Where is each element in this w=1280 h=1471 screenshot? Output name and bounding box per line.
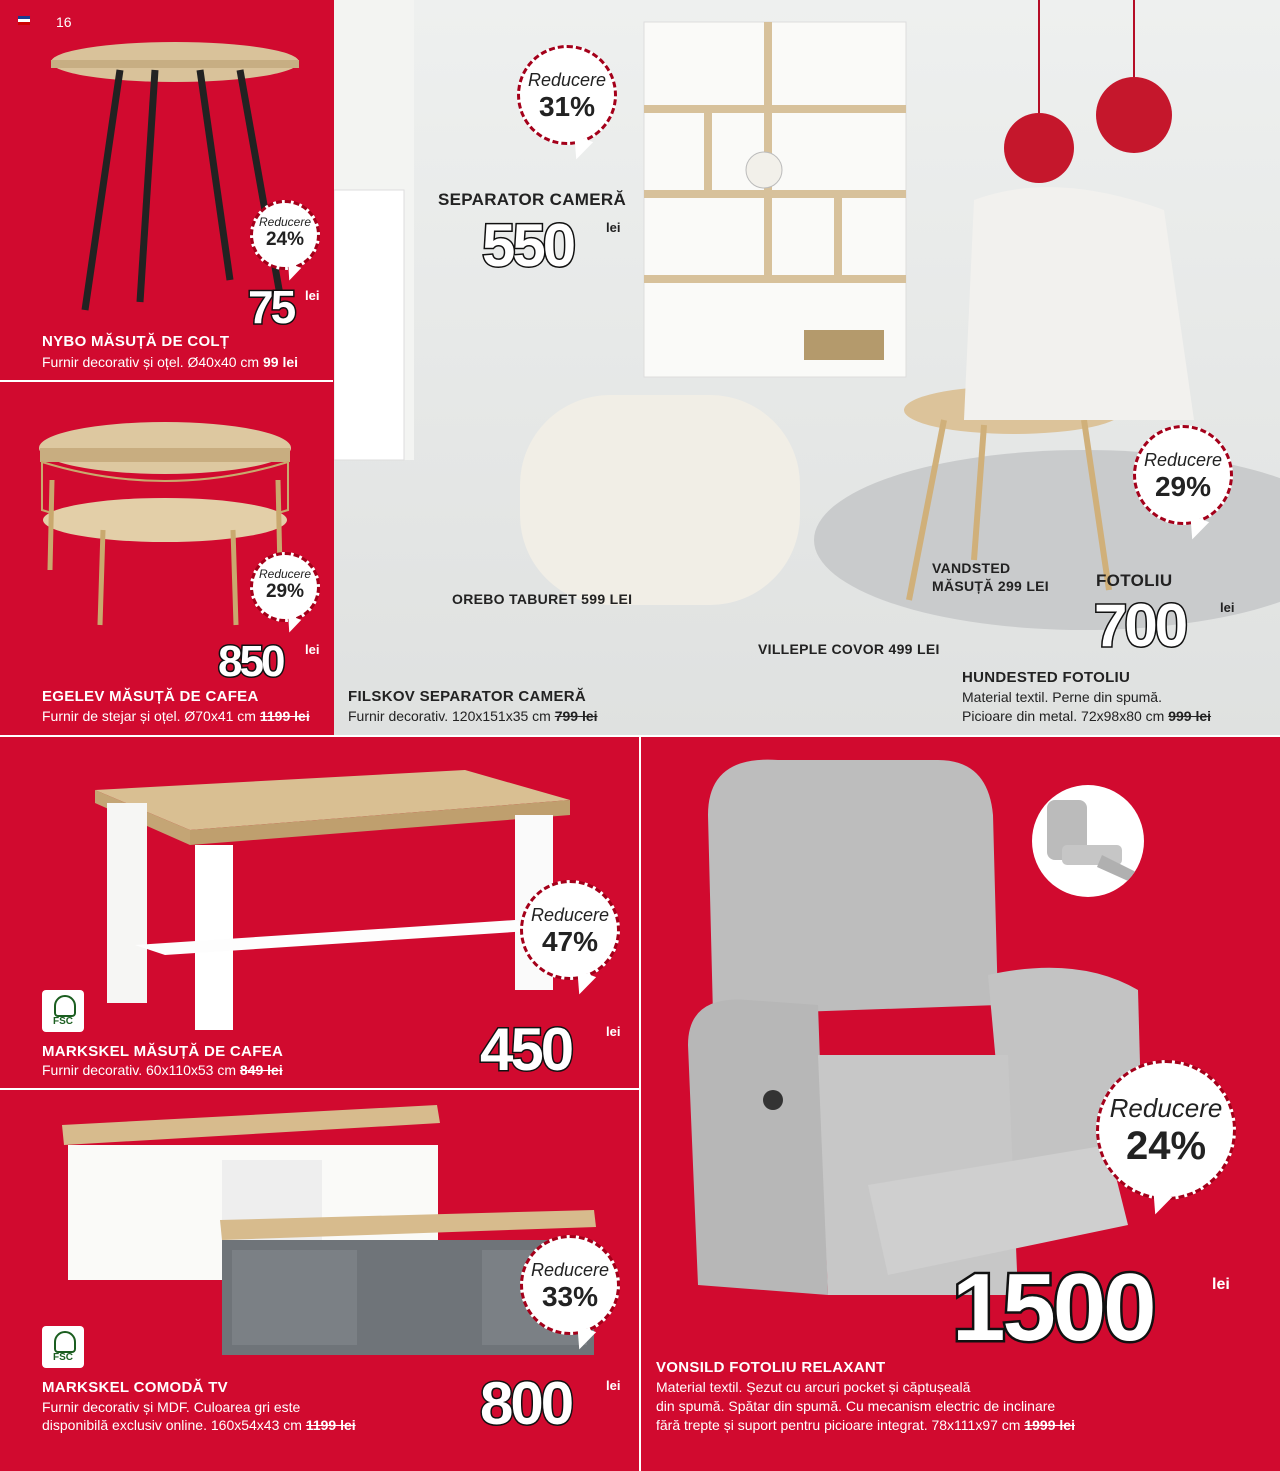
page-number: 16 — [56, 14, 72, 30]
price: 700 — [1094, 592, 1186, 659]
recliner-inset-icon — [1032, 785, 1144, 897]
product-description: Material textil. Șezut cu arcuri pocket și căptușeală — [656, 1379, 971, 1395]
product-title: MARKSKEL COMODĂ TV — [42, 1379, 228, 1396]
discount-badge: Reducere 33% — [520, 1235, 620, 1335]
markskel-table-image — [95, 770, 575, 1035]
markskel-tv-image — [62, 1105, 602, 1360]
currency: lei — [1212, 1276, 1230, 1293]
villeple-label: VILLEPLE COVOR 499 LEI — [758, 641, 940, 657]
currency: lei — [305, 288, 320, 303]
price: 800 — [480, 1370, 572, 1437]
headline: SEPARATOR CAMERĂ — [438, 190, 627, 209]
product-title: NYBO MĂSUȚĂ DE COLȚ — [42, 333, 230, 350]
price: 450 — [480, 1016, 572, 1083]
divider — [0, 380, 333, 382]
vandsted-label-line2: MĂSUȚĂ 299 LEI — [932, 578, 1049, 594]
divider — [0, 1088, 640, 1090]
divider — [639, 737, 641, 1471]
product-description: din spumă. Spătar din spumă. Cu mecanism electric de inclinare — [656, 1398, 1056, 1414]
nybo-table-image — [50, 40, 310, 320]
product-title: MARKSKEL MĂSUȚĂ DE CAFEA — [42, 1043, 284, 1060]
currency: lei — [1220, 600, 1235, 615]
product-description: Furnir de stejar și oțel. Ø70x41 cm 1199 lei — [42, 708, 310, 724]
currency: lei — [606, 220, 621, 235]
product-title: HUNDESTED FOTOLIU — [962, 669, 1131, 686]
vandsted-label-line1: VANDSTED — [932, 560, 1011, 576]
product-description: disponibilă exclusiv online. 160x54x43 cm 1199 lei — [42, 1417, 356, 1433]
currency: lei — [606, 1024, 621, 1039]
discount-badge: Reducere 29% — [1133, 425, 1233, 525]
discount-badge: Reducere 47% — [520, 880, 620, 980]
fsc-logo: FSC — [42, 1326, 84, 1368]
price: 550 — [482, 212, 574, 279]
price: 1500 — [952, 1254, 1154, 1361]
currency: lei — [606, 1378, 621, 1393]
headline: FOTOLIU — [1096, 571, 1173, 590]
product-title: VONSILD FOTOLIU RELAXANT — [656, 1359, 886, 1376]
recliner-inset-image — [1032, 785, 1144, 897]
discount-badge: Reducere 24% — [250, 200, 320, 270]
discount-badge: Reducere 24% — [1096, 1060, 1236, 1200]
price: 850 — [218, 637, 283, 686]
product-title: FILSKOV SEPARATOR CAMERĂ — [348, 688, 587, 705]
orebo-label: OREBO TABURET 599 LEI — [452, 591, 633, 607]
product-description: fără trepte și suport pentru picioare integrat. 78x111x97 cm 1999 lei — [656, 1417, 1075, 1433]
product-title: EGELEV MĂSUȚĂ DE CAFEA — [42, 688, 259, 705]
discount-badge: Reducere 31% — [517, 45, 617, 145]
product-description: Furnir decorativ și oțel. Ø40x40 cm 99 lei — [42, 354, 299, 370]
flag-icon — [18, 16, 30, 25]
currency: lei — [305, 642, 320, 657]
price: 75 — [248, 281, 294, 333]
product-description: Picioare din metal. 72x98x80 cm 999 lei — [962, 708, 1212, 724]
product-description: Furnir decorativ și MDF. Culoarea gri este — [42, 1399, 301, 1415]
product-description: Furnir decorativ. 60x110x53 cm 849 lei — [42, 1062, 283, 1078]
product-description: Material textil. Perne din spumă. — [962, 689, 1162, 705]
product-description: Furnir decorativ. 120x151x35 cm 799 lei — [348, 708, 598, 724]
fsc-logo: FSC — [42, 990, 84, 1032]
discount-badge: Reducere 29% — [250, 552, 320, 622]
